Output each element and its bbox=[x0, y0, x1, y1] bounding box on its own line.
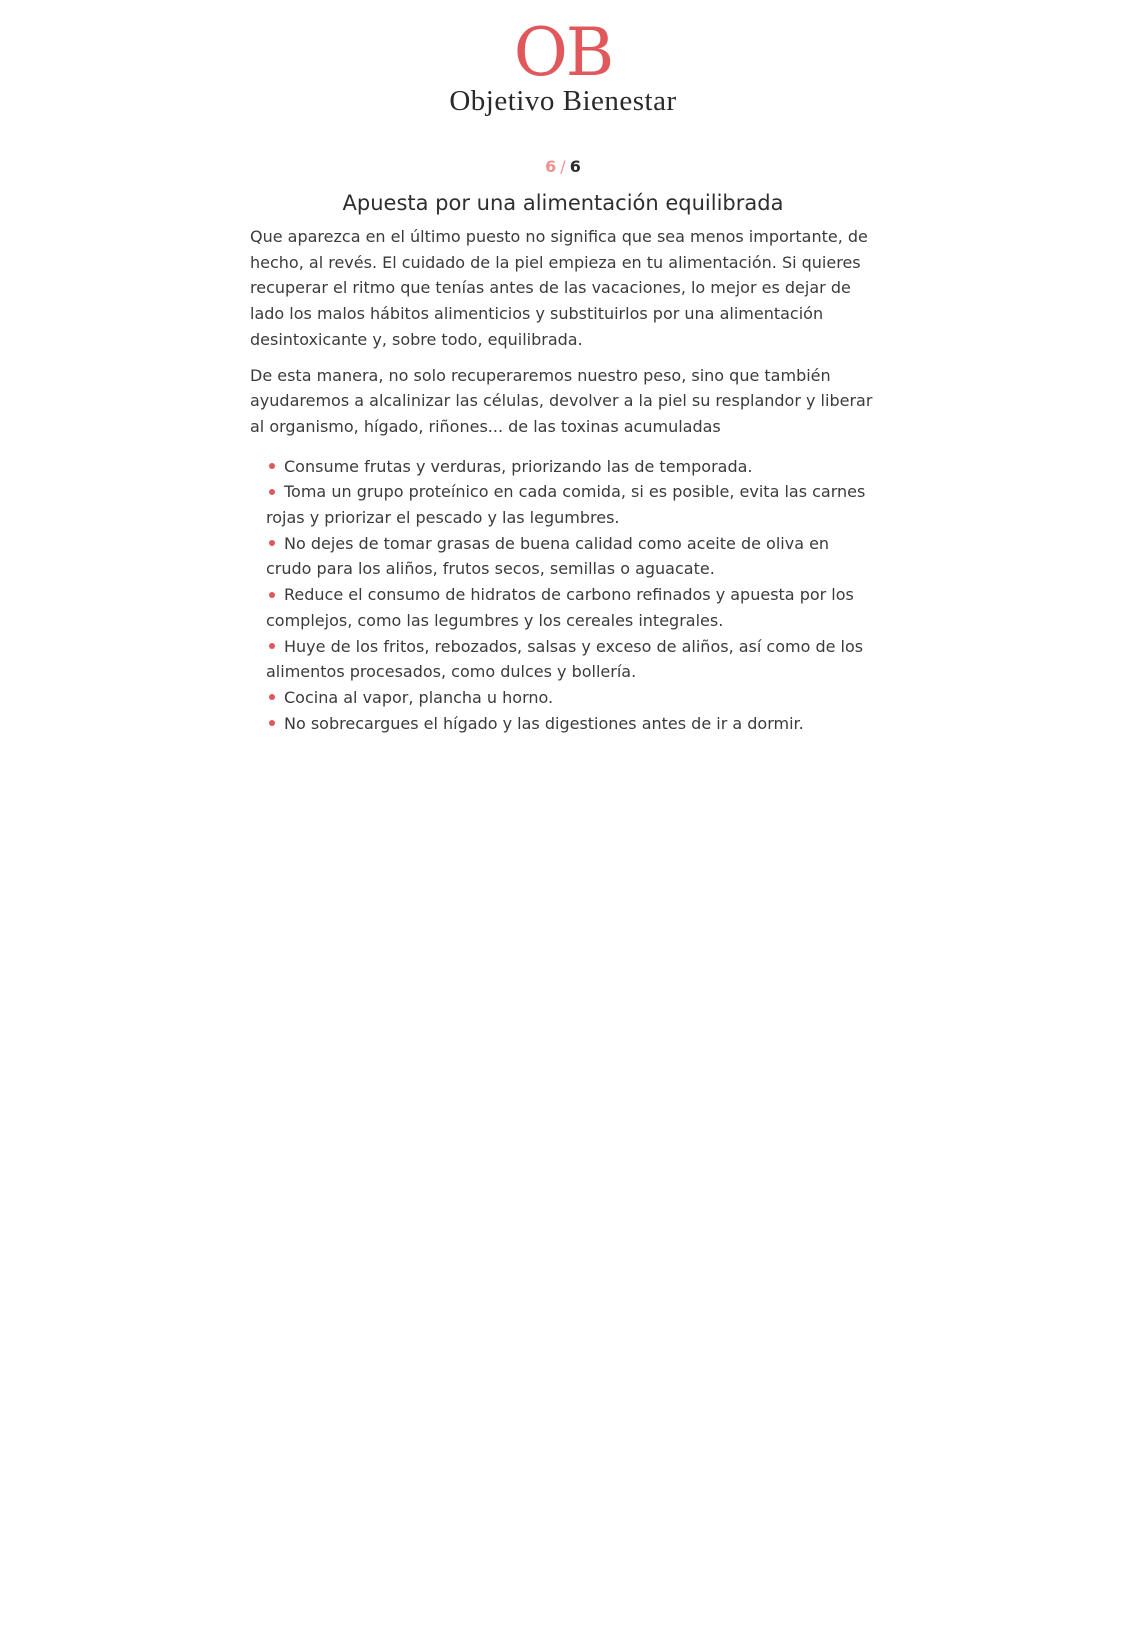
tips-list bbox=[250, 454, 876, 737]
tip-item bbox=[266, 711, 876, 737]
article-title: Apuesta por una alimentación equilibrada bbox=[342, 191, 784, 215]
bullet-dot-icon bbox=[269, 592, 275, 598]
tip-item bbox=[266, 582, 876, 633]
slide-counter-current: 6 bbox=[545, 157, 557, 176]
tip-item bbox=[266, 531, 876, 582]
brand-logo[interactable] bbox=[0, 14, 1126, 118]
tip-item bbox=[266, 634, 876, 685]
slide-counter-total: 6 bbox=[569, 157, 581, 176]
tip-text: Reduce el consumo de hidratos de carbono refinados y apuesta por los complejos, como las legumbres y los cereales integrales. bbox=[266, 585, 854, 630]
bullet-dot-icon bbox=[269, 720, 275, 726]
bullet-dot-icon bbox=[269, 540, 275, 546]
tip-text: No sobrecargues el hígado y las digestiones antes de ir a dormir. bbox=[284, 713, 804, 733]
logo-monogram: OB bbox=[513, 14, 613, 91]
slide-counter bbox=[0, 156, 1126, 178]
bullet-dot-icon bbox=[269, 489, 275, 495]
tip-item bbox=[266, 685, 876, 711]
tip-text: Cocina al vapor, plancha u horno. bbox=[284, 687, 554, 707]
tip-text: Huye de los fritos, rebozados, salsas y exceso de aliños, así como de los alimentos procesados, como dulces y bollería. bbox=[266, 636, 864, 682]
article-paragraph: Que aparezca en el último puesto no significa que sea menos importante, de hecho, al revés. El cuidado de la piel empieza en tu alimentación. Si quieres recuperar el ritmo que tenías antes de las vacaciones, lo mejor es dejar de lado los malos hábitos alimenticios y substituirlos por una alimentación desintoxicante y, sobre todo, equilibrada. bbox=[250, 227, 868, 349]
bullet-dot-icon bbox=[269, 463, 275, 469]
tip-item bbox=[266, 479, 876, 530]
bullet-dot-icon bbox=[269, 643, 275, 649]
article-body bbox=[250, 224, 876, 736]
article-paragraph: De esta manera, no solo recuperaremos nuestro peso, sino que también ayudaremos a alcalinizar las células, devolver a la piel su resplandor y liberar al organismo, hígado, riñones... de las toxinas acumuladas bbox=[250, 365, 873, 436]
slide-counter-separator: / bbox=[560, 157, 566, 176]
tip-text: Consume frutas y verduras, priorizando las de temporada. bbox=[284, 456, 753, 476]
bullet-dot-icon bbox=[269, 694, 275, 700]
logo-wordmark: Objetivo Bienestar bbox=[449, 85, 677, 117]
tip-text: No dejes de tomar grasas de buena calidad como aceite de oliva en crudo para los aliños, frutos secos, semillas o aguacate. bbox=[266, 533, 830, 579]
tip-item bbox=[266, 454, 876, 480]
tip-text: Toma un grupo proteínico en cada comida, si es posible, evita las carnes rojas y priorizar el pescado y las legumbres. bbox=[266, 482, 866, 528]
